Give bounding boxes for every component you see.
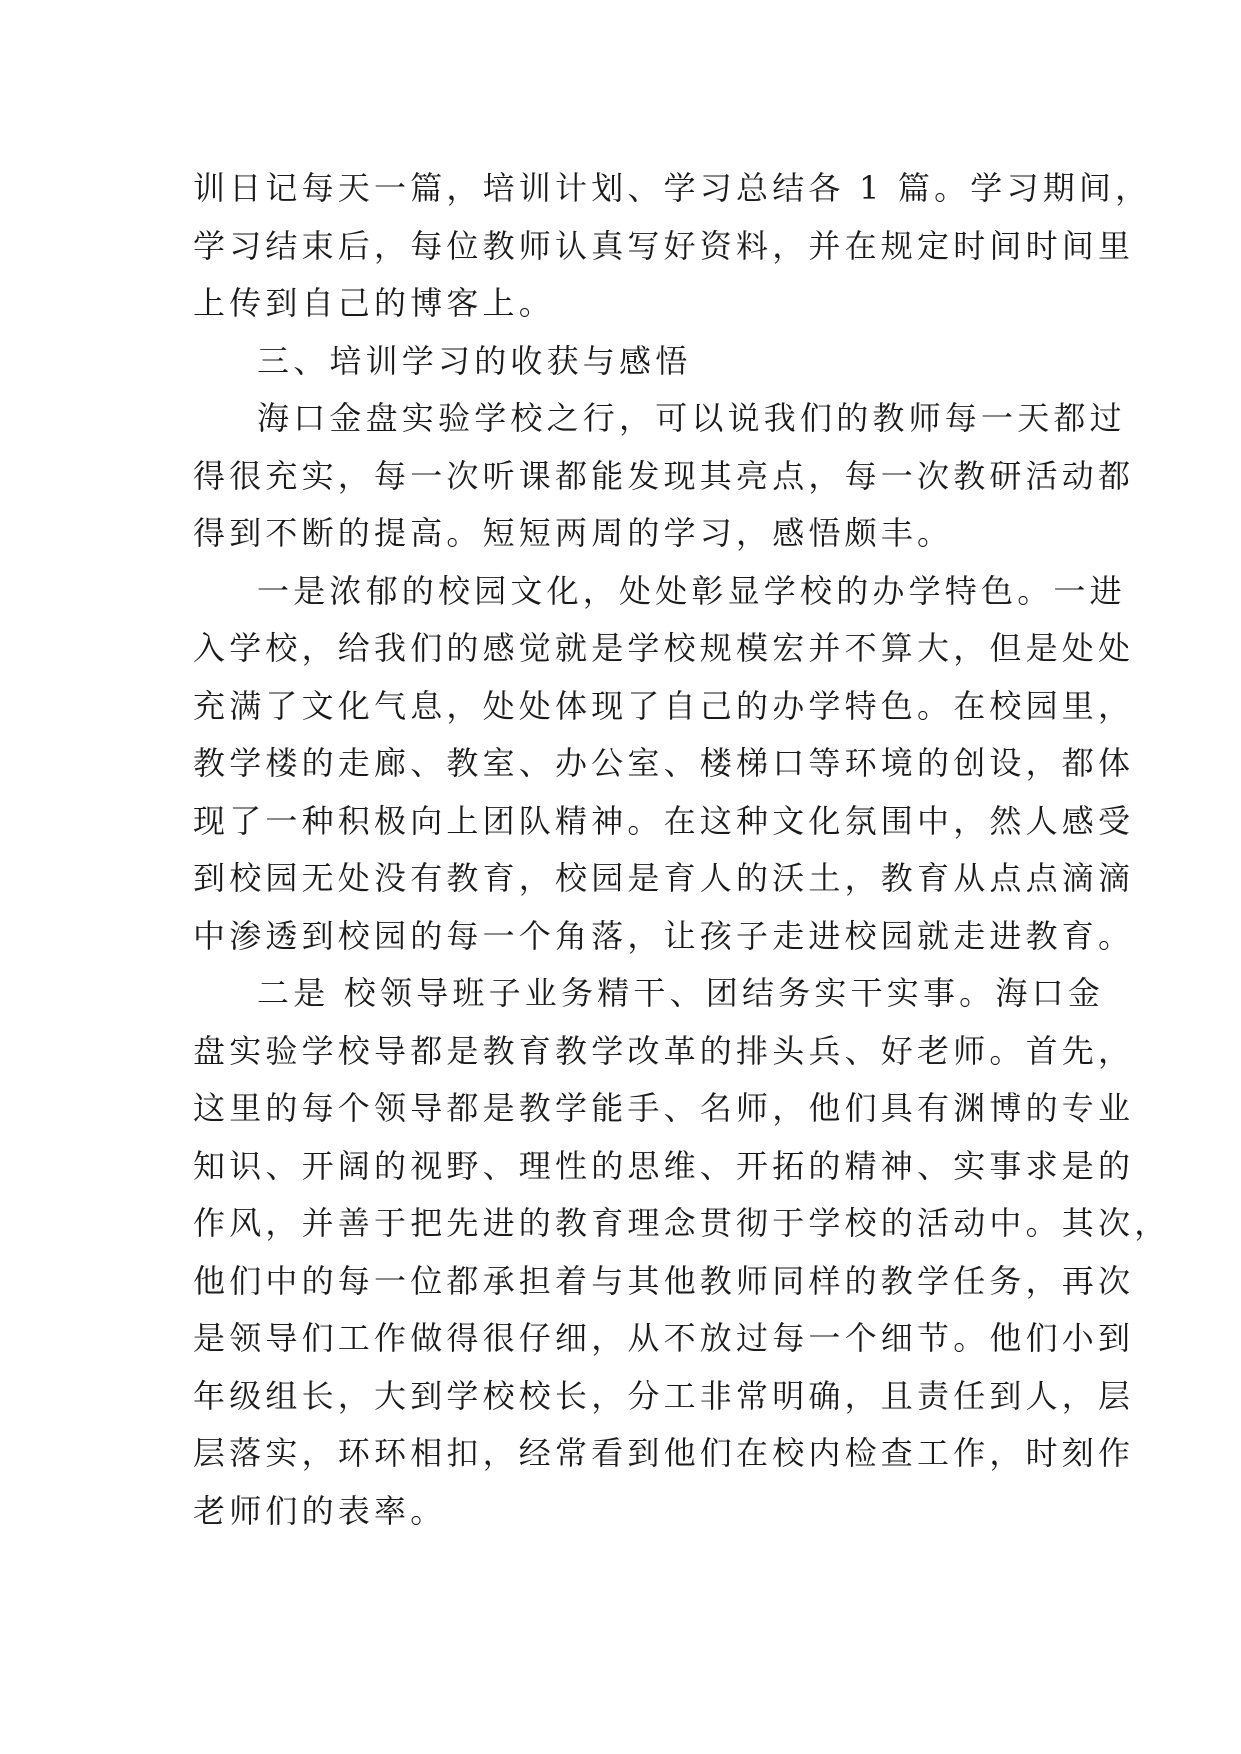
text-line: 得很充实，每一次听课都能发现其亮点，每一次教研活动都 (193, 456, 1135, 495)
text-line: 到校园无处没有教育，校园是育人的沃土，教育从点点滴滴 (193, 859, 1135, 897)
text-line: 得到不断的提高。短短两周的学习，感悟颇丰。 (193, 514, 954, 552)
text-line: 上传到自己的博客上。 (193, 284, 556, 322)
text-line: 是领导们工作做得很仔细，从不放过每一个细节。他们小到 (193, 1319, 1135, 1357)
text-line: 层落实，环环相扣，经常看到他们在校内检查工作，时刻作 (193, 1434, 1135, 1472)
text-line: 充满了文化气息，处处体现了自己的办学特色。在校园里， (193, 686, 1135, 725)
text-line: 年级组长，大到学校校长，分工非常明确，且责任到人，层 (193, 1376, 1135, 1415)
section-heading: 三、培训学习的收获与感悟 (257, 341, 692, 380)
text-line: 学习结束后，每位教师认真写好资料，并在规定时间时间里 (193, 226, 1135, 265)
body-text (193, 160, 1171, 1540)
text-line: 海口金盘实验学校之行，可以说我们的教师每一天都过 (257, 399, 1126, 437)
text-line: 训日记每天一篇，培训计划、学习总结各 1 篇。学习期间， (193, 169, 1152, 207)
text-line: 盘实验学校导都是教育教学改革的排头兵、好老师。首先， (193, 1031, 1135, 1070)
text-line: 知识、开阔的视野、理性的思维、开拓的精神、实事求是的 (193, 1146, 1135, 1185)
text-line: 二是 校领导班子业务精干、团结务实干实事。海口金 (257, 974, 1104, 1012)
text-line: 这里的每个领导都是教学能手、名师，他们具有渊博的专业 (193, 1089, 1135, 1127)
text-line: 现了一种积极向上团队精神。在这种文化氛围中，然人感受 (193, 801, 1135, 840)
text-line: 老师们的表率。 (193, 1491, 447, 1530)
text-line: 教学楼的走廊、教室、办公室、楼梯口等环境的创设，都体 (193, 744, 1135, 782)
text-line: 他们中的每一位都承担着与其他教师同样的教学任务，再次 (193, 1261, 1135, 1300)
text-line: 入学校，给我们的感觉就是学校规模宏并不算大，但是处处 (193, 629, 1135, 667)
text-line: 一是浓郁的校园文化，处处彰显学校的办学特色。一进 (257, 571, 1126, 610)
text-line: 作风，并善于把先进的教育理念贯彻于学校的活动中。其次， (193, 1204, 1171, 1242)
text-line: 中渗透到校园的每一个角落，让孩子走进校园就走进教育。 (193, 916, 1135, 955)
